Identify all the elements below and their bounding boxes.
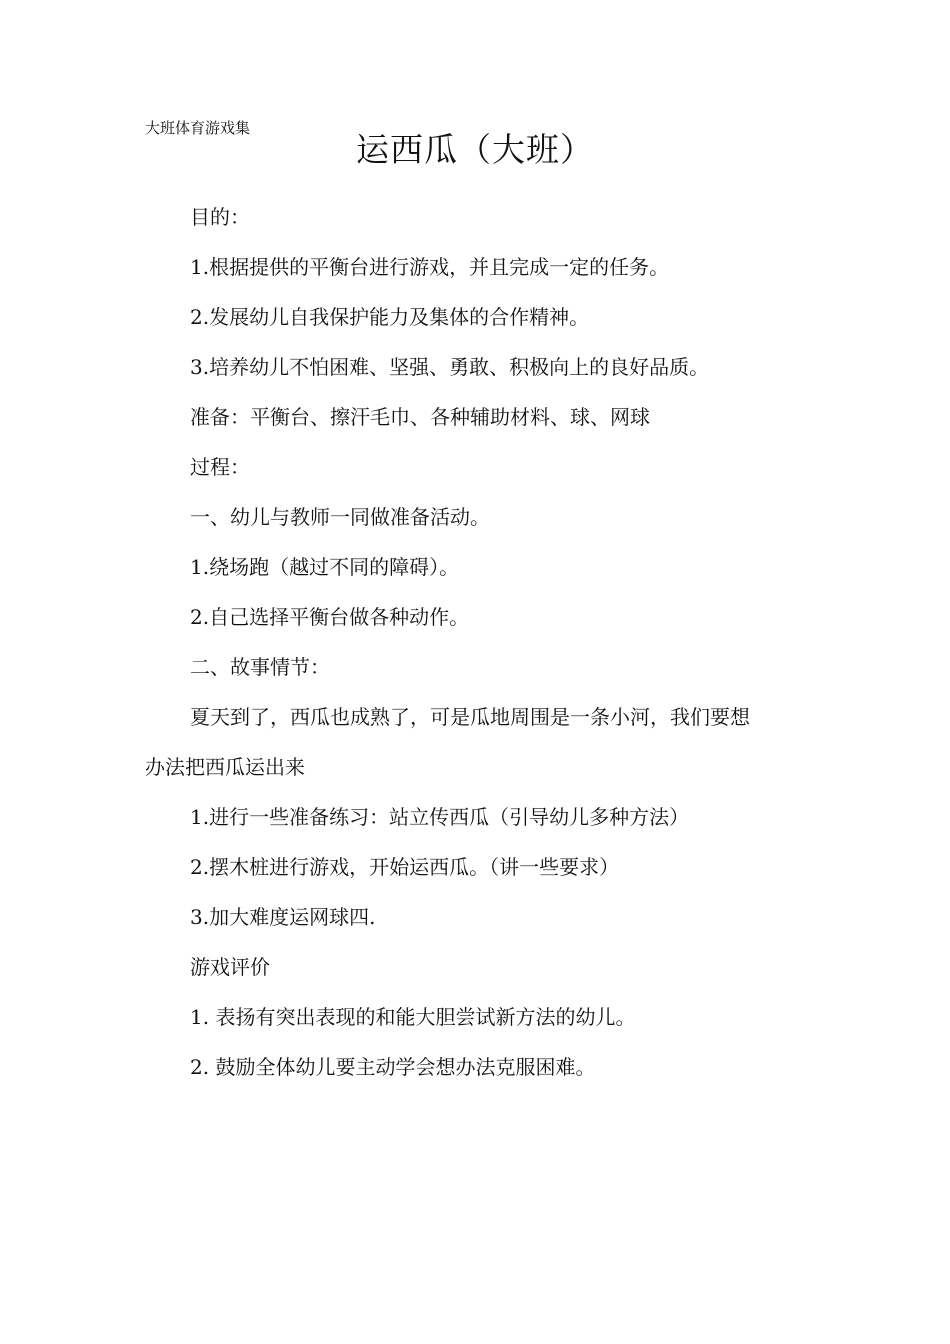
process-substep-2: 2.自己选择平衡台做各种动作。	[190, 605, 470, 629]
document-body	[145, 192, 810, 1092]
evaluation-item-1: 1. 表扬有突出表现的和能大胆尝试新方法的幼儿。	[190, 1005, 636, 1029]
story-item-3: 3.加大难度运网球四.	[190, 905, 376, 929]
purpose-item-2: 2.发展幼儿自我保护能力及集体的合作精神。	[190, 305, 590, 329]
story-item-2: 2.摆木桩进行游戏，开始运西瓜。（讲一些要求）	[190, 855, 620, 879]
story-item-1: 1.进行一些准备练习：站立传西瓜（引导幼儿多种方法）	[190, 805, 690, 829]
story-paragraph-line-1: 夏天到了，西瓜也成熟了，可是瓜地周围是一条小河，我们要想	[190, 705, 750, 729]
evaluation-item-2: 2. 鼓励全体幼儿要主动学会想办法克服困难。	[190, 1055, 596, 1079]
process-step-1: 一、幼儿与教师一同做准备活动。	[190, 505, 490, 529]
page-title: 运西瓜（大班）	[356, 130, 594, 169]
preparation-line: 准备：平衡台、擦汗毛巾、各种辅助材料、球、网球	[190, 405, 650, 429]
process-step-2: 二、故事情节：	[190, 655, 330, 679]
section-heading-purpose: 目的：	[190, 205, 250, 229]
story-paragraph-line-2: 办法把西瓜运出来	[145, 755, 305, 779]
section-heading-process: 过程：	[190, 455, 250, 479]
header-note: 大班体育游戏集	[145, 119, 251, 137]
section-heading-evaluation: 游戏评价	[190, 955, 270, 979]
purpose-item-1: 1.根据提供的平衡台进行游戏，并且完成一定的任务。	[190, 255, 670, 279]
process-substep-1: 1.绕场跑（越过不同的障碍）。	[190, 555, 460, 579]
purpose-item-3: 3.培养幼儿不怕困难、坚强、勇敢、积极向上的良好品质。	[190, 355, 710, 379]
